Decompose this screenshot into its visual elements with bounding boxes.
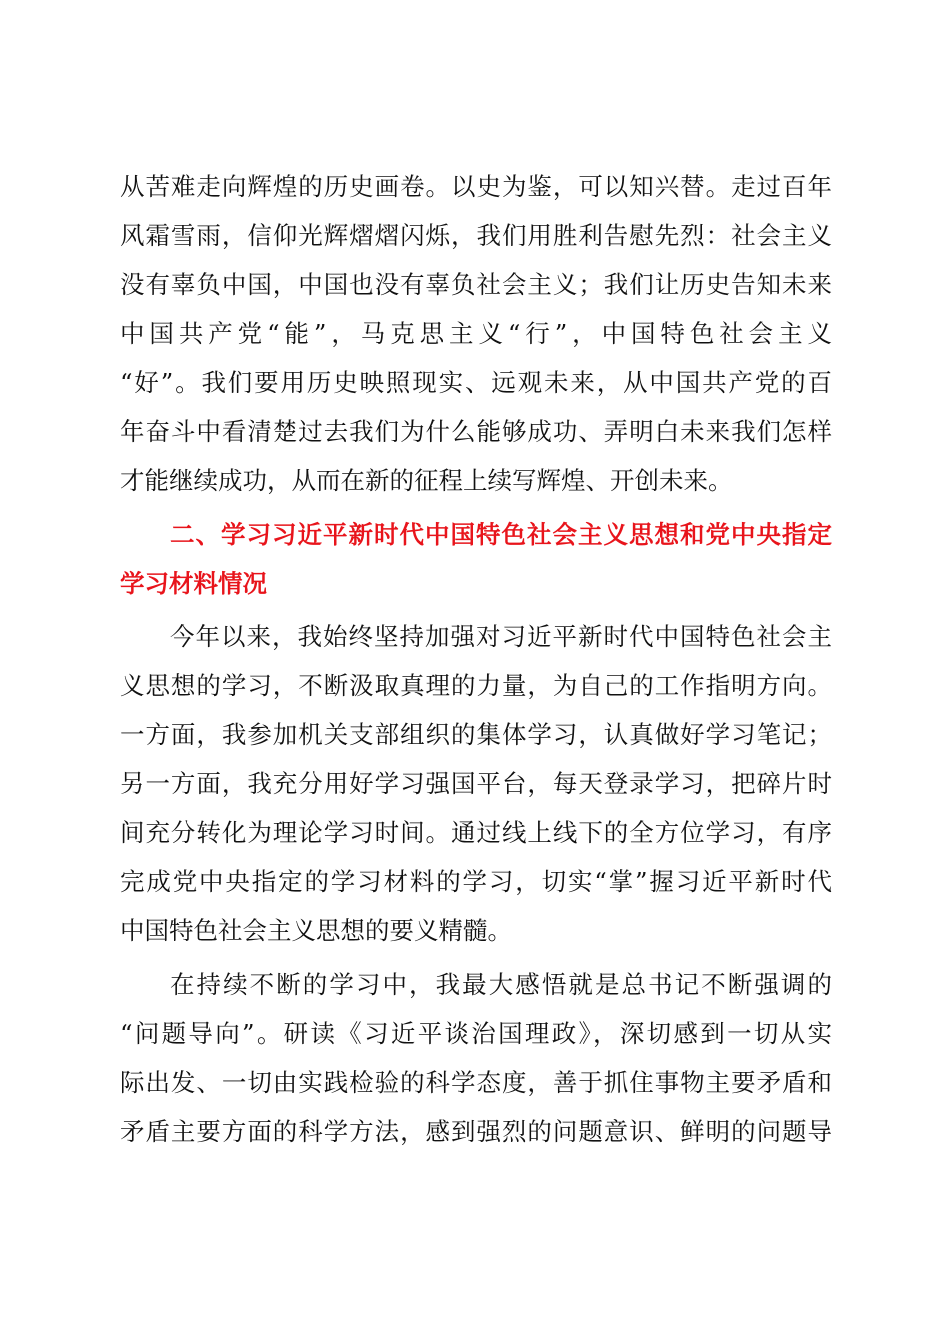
paragraph-line: 一方面，我参加机关支部组织的集体学习，认真做好学习笔记；: [120, 720, 832, 749]
heading-line: 二、学习习近平新时代中国特色社会主义思想和党中央指定: [170, 520, 832, 549]
paragraph-line: 今年以来，我始终坚持加强对习近平新时代中国特色社会主: [170, 622, 832, 651]
paragraph-line: 义思想的学习，不断汲取真理的力量，为自己的工作指明方向。: [120, 671, 832, 700]
paragraph-line: 另一方面，我充分用好学习强国平台，每天登录学习，把碎片时: [120, 769, 832, 798]
heading-line: 学习材料情况: [120, 569, 267, 598]
paragraph-line: 矛盾主要方面的科学方法，感到强烈的问题意识、鲜明的问题导: [120, 1117, 832, 1146]
paragraph-line: “问题导向”。研读《习近平谈治国理政》，深切感到一切从实: [120, 1019, 832, 1048]
paragraph-line: 风霜雪雨，信仰光辉熠熠闪烁，我们用胜利告慰先烈：社会主义: [120, 221, 832, 250]
paragraph-line: 际出发、一切由实践检验的科学态度，善于抓住事物主要矛盾和: [120, 1068, 832, 1097]
paragraph-line: 间充分转化为理论学习时间。通过线上线下的全方位学习，有序: [120, 818, 832, 847]
paragraph-line: 中国特色社会主义思想的要义精髓。: [120, 916, 512, 945]
paragraph-line: 中国共产党“能”，马克思主义“行”，中国特色社会主义: [120, 319, 832, 348]
paragraph-line: 没有辜负中国，中国也没有辜负社会主义；我们让历史告知未来: [120, 270, 832, 299]
paragraph-line: 年奋斗中看清楚过去我们为什么能够成功、弄明白未来我们怎样: [120, 417, 832, 446]
paragraph-line: 完成党中央指定的学习材料的学习，切实“掌”握习近平新时代: [120, 867, 832, 896]
paragraph-line: 从苦难走向辉煌的历史画卷。以史为鉴，可以知兴替。走过百年: [120, 172, 832, 201]
paragraph-line: 在持续不断的学习中，我最大感悟就是总书记不断强调的: [170, 970, 832, 999]
paragraph-line: “好”。我们要用历史映照现实、远观未来，从中国共产党的百: [120, 368, 832, 397]
paragraph-line: 才能继续成功，从而在新的征程上续写辉煌、开创未来。: [120, 466, 733, 495]
